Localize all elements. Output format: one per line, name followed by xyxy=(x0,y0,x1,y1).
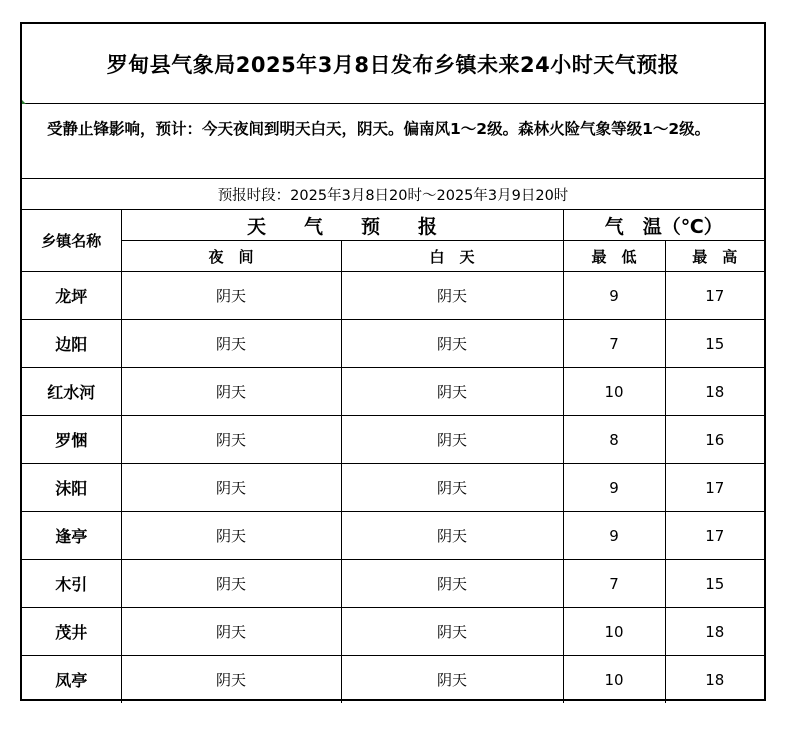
header-day: 白 天 xyxy=(341,241,563,272)
town-name: 茂井 xyxy=(22,608,121,656)
low-temp: 7 xyxy=(563,320,665,368)
header-night: 夜 间 xyxy=(121,241,341,272)
town-name: 木引 xyxy=(22,560,121,608)
table-row xyxy=(22,416,764,464)
day-weather: 阴天 xyxy=(341,560,563,608)
night-weather: 阴天 xyxy=(121,512,341,560)
page-title: 罗甸县气象局2025年3月8日发布乡镇未来24小时天气预报 xyxy=(22,24,764,104)
high-temp: 18 xyxy=(665,608,764,656)
high-temp: 17 xyxy=(665,272,764,320)
day-weather: 阴天 xyxy=(341,416,563,464)
day-weather: 阴天 xyxy=(341,320,563,368)
high-temp: 16 xyxy=(665,416,764,464)
table-row xyxy=(22,656,764,704)
high-temp: 17 xyxy=(665,464,764,512)
day-weather: 阴天 xyxy=(341,464,563,512)
cell-marker-icon xyxy=(22,100,26,104)
day-weather: 阴天 xyxy=(341,608,563,656)
header-high: 最 高 xyxy=(665,241,764,272)
town-name: 红水河 xyxy=(22,368,121,416)
header-temp-group: 气 温（℃） xyxy=(563,210,764,241)
town-name: 边阳 xyxy=(22,320,121,368)
night-weather: 阴天 xyxy=(121,320,341,368)
table-row xyxy=(22,272,764,320)
high-temp: 15 xyxy=(665,320,764,368)
table-row xyxy=(22,512,764,560)
low-temp: 9 xyxy=(563,464,665,512)
high-temp: 17 xyxy=(665,512,764,560)
header-town: 乡镇名称 xyxy=(22,210,121,272)
day-weather: 阴天 xyxy=(341,656,563,704)
header-low: 最 低 xyxy=(563,241,665,272)
night-weather: 阴天 xyxy=(121,368,341,416)
day-weather: 阴天 xyxy=(341,512,563,560)
header-weather-group: 天 气 预 报 xyxy=(121,210,563,241)
forecast-table xyxy=(22,210,764,703)
night-weather: 阴天 xyxy=(121,272,341,320)
low-temp: 10 xyxy=(563,608,665,656)
forecast-period: 预报时段：2025年3月8日20时～2025年3月9日20时 xyxy=(22,178,764,210)
town-name: 沫阳 xyxy=(22,464,121,512)
forecast-summary: 受静止锋影响，预计：今天夜间到明天白天，阴天。偏南风1～2级。森林火险气象等级1～2级。 xyxy=(47,120,711,138)
night-weather: 阴天 xyxy=(121,656,341,704)
high-temp: 18 xyxy=(665,656,764,704)
town-name: 凤亭 xyxy=(22,656,121,704)
night-weather: 阴天 xyxy=(121,608,341,656)
table-row xyxy=(22,464,764,512)
table-row xyxy=(22,320,764,368)
low-temp: 8 xyxy=(563,416,665,464)
night-weather: 阴天 xyxy=(121,464,341,512)
low-temp: 10 xyxy=(563,656,665,704)
table-row xyxy=(22,368,764,416)
low-temp: 7 xyxy=(563,560,665,608)
day-weather: 阴天 xyxy=(341,272,563,320)
town-name: 逢亭 xyxy=(22,512,121,560)
low-temp: 9 xyxy=(563,512,665,560)
day-weather: 阴天 xyxy=(341,368,563,416)
table-row xyxy=(22,560,764,608)
night-weather: 阴天 xyxy=(121,416,341,464)
town-name: 罗悃 xyxy=(22,416,121,464)
town-name: 龙坪 xyxy=(22,272,121,320)
high-temp: 18 xyxy=(665,368,764,416)
night-weather: 阴天 xyxy=(121,560,341,608)
table-row xyxy=(22,608,764,656)
forecast-sheet xyxy=(20,22,766,701)
high-temp: 15 xyxy=(665,560,764,608)
low-temp: 10 xyxy=(563,368,665,416)
low-temp: 9 xyxy=(563,272,665,320)
